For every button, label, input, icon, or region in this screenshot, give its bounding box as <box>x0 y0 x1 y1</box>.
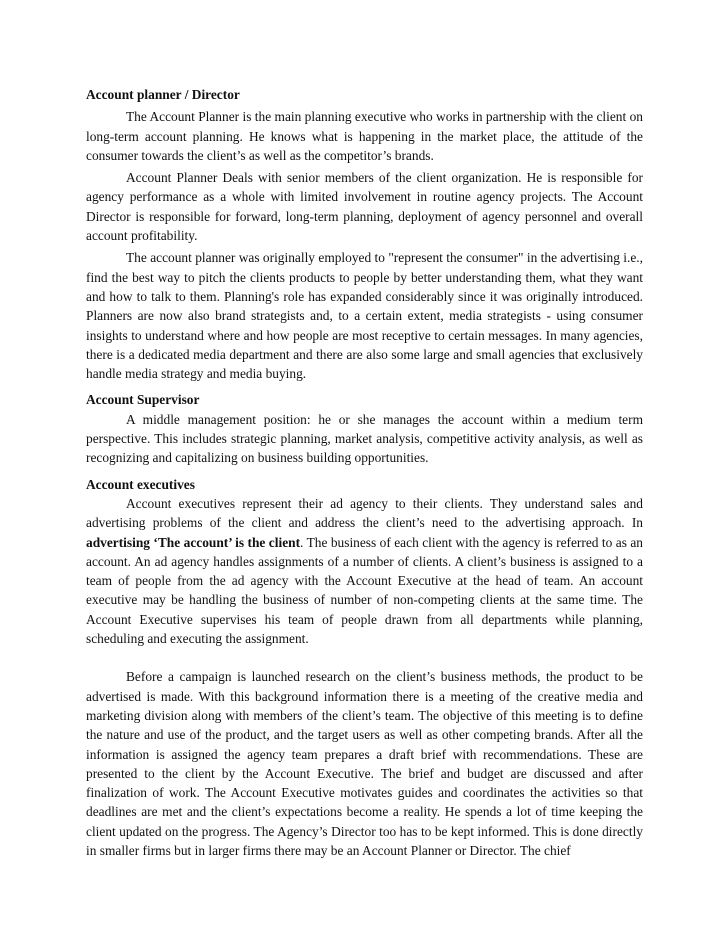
document-page <box>86 85 643 860</box>
heading-account-executives: Account executives <box>86 476 195 492</box>
paragraph-executives-2: Before a campaign is launched research on the client’s business methods, the product to be advertised is made. With this background information there is a meeting of the creative media and marketing division along with members of the client’s team. The objective of this meeting is to define the nature and use of the product, and the target users as well as other competing brands. After all the information is assigned the agency team prepares a draft brief with recommendations. These are presented to the client by the Account Executive. The brief and budget are discussed and after finalization of work. The Account Executive motivates guides and coordinates the activities so that deadlines are met and the client’s expectations become a reality. He spends a lot of time keeping the client updated on the progress. The Agency’s Director too has to be kept informed. This is done directly in smaller firms but in larger firms there may be an Account Planner or Director. The chief <box>86 669 643 858</box>
paragraph-executives-1 <box>86 494 643 648</box>
paragraph-supervisor-1: A middle management position: he or she manages the account within a medium term perspective. This includes strategic planning, market analysis, competitive activity analysis, as well as recognizing and capitalizing on business building opportunities. <box>86 411 643 466</box>
paragraph-planner-2: Account Planner Deals with senior members of the client organization. He is responsible for agency performance as a whole with limited involvement in routine agency projects. The Account Director is responsible for forward, long-term planning, deployment of agency personnel and overall account profitability. <box>86 170 643 244</box>
paragraph-executives-1-start: Account executives represent their ad agency to their clients. They understand sales and advertising problems of the client and address the client’s need to the advertising approach. In <box>86 495 643 531</box>
heading-account-planner: Account planner / Director <box>86 87 240 102</box>
heading-account-supervisor: Account Supervisor <box>86 392 200 408</box>
paragraph-executives-1-bold: advertising ‘The account’ is the client <box>86 534 301 550</box>
paragraph-planner-3: The account planner was originally employed to "represent the consumer" in the advertising i.e., find the best way to pitch the clients products to people by better understanding them, what they want and how to talk to them. Planning's role has expanded considerably since it was originally introduced. Planners are now also brand strategists and, to a certain extent, media strategists - using consumer insights to understand where and how people are most receptive to certain messages. In many agencies, there is a dedicated media department and there are also some large and small agencies that exclusively handle media strategy and media buying. <box>86 250 643 382</box>
paragraph-planner-1: The Account Planner is the main planning executive who works in partnership with the client on long-term account planning. He knows what is happening in the market place, the attitude of the consumer towards the client’s as well as the competitor’s brands. <box>86 109 643 163</box>
paragraph-executives-1-end: . The business of each client with the agency is referred to as an account. An ad agency handles assignments of a number of clients. A client’s business is assigned to a team of people from the ad agency with the Account Executive at the head of team. An account executive may be handling the business of number of non-competing clients at the same time. The Account Executive supervises his team of people drawn from all departments while planning, scheduling and executing the assignment. <box>86 534 643 647</box>
